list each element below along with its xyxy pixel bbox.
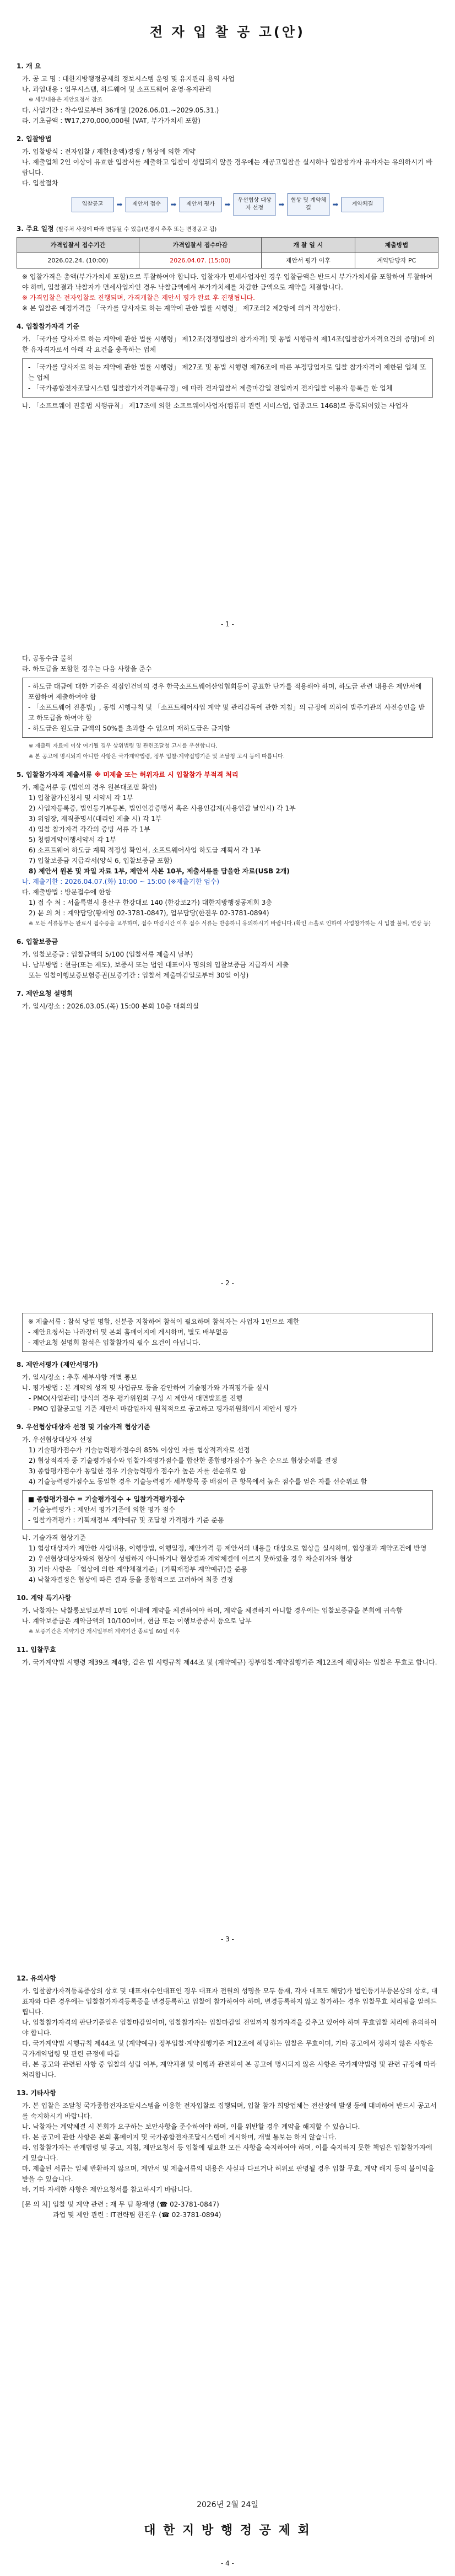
arrow-right-icon: ➡ xyxy=(224,200,231,209)
schedule-table xyxy=(17,237,438,269)
negotiation-item: 1) 협상대상자가 제안한 사업내용, 이행방법, 이행일정, 제안가격 등 제안서의 내용을 대상으로 협상을 실시하며, 협상결과 계약조건에 반영 xyxy=(29,1544,427,1552)
documents-item: 4) 입찰 참가자격 각각의 증빙 서류 각 1부 xyxy=(29,825,150,833)
documents-item: 2) 사업자등록증, 법인등기부등본, 법인인감증명서 혹은 사용인감계(사용인감 날인시) 각 1부 xyxy=(29,804,296,812)
page-number: - 2 - xyxy=(221,1279,234,1287)
schedule-heading-note: (발주처 사정에 따라 변동될 수 있음(변경시 추후 또는 변경공고 됨) xyxy=(56,227,217,233)
invalid-line-1: 가. 국가계약법 시행령 제39조 제4항, 같은 법 시행규칙 제44조 및 (계약예규) 정부입찰·계약집행기준 제12조에 해당하는 입찰은 무효로 합니다. xyxy=(22,1659,437,1666)
subcontract-line: 라. 하도급을 포함한 경우는 다음 사항을 준수 xyxy=(22,665,152,673)
schedule-note-vat: ※ 입찰가격은 총액(부가가치세 포함)으로 투찰하여야 합니다. 입찰자가 면세사업자인 경우 입찰금액은 반드시 부가가치세를 포함하여 투찰하여야 하며, 입찰결과 낙찰자가 면세사업자인 경우 낙찰금액에서 부가가치세를 차감한 금액으로 계약을 체결합니다. xyxy=(22,273,433,291)
subcontract-box-item: - 「소프트웨어 진흥법」, 동법 시행규칙 및 「소프트웨어사업 계약 및 관리감독에 관한 지침」의 규정에 의하여 발주기관의 사전승인을 받고 하도급을 하여야 함 xyxy=(28,704,425,722)
other-item: 나. 낙찰자는 계약체결 시 본회가 요구하는 보안사항을 준수하여야 하며, 이를 위반할 경우 계약을 해지할 수 있습니다. xyxy=(22,2123,360,2130)
section-briefing-heading: 7. 제안요청 설명회 xyxy=(17,990,73,997)
arrow-right-icon: ➡ xyxy=(332,200,339,209)
cautions-item: 다. 국가계약법 시행규칙 제44조 및 (계약예규) 정부입찰·계약집행기준 제12조에 해당하는 입찰은 무효이며, 기타 공고에서 정하지 않은 사항은 국가계약법령 및 관련 규정에 따름 xyxy=(22,2040,434,2058)
schedule-note-law: ※ 본 입찰은 예정가격을 「국가를 당사자로 하는 계약에 관한 법률 시행령」 제7조의2 제2항에 의거 작성한다. xyxy=(22,304,340,312)
negotiation-line-2: 나. 기술가격 협상기준 xyxy=(22,1534,86,1542)
documents-line-1: 가. 제출서류 등 (법인의 경우 원본대조필 확인) xyxy=(22,783,157,791)
overview-scope-note: ※ 세부내용은 제안요청서 참조 xyxy=(29,97,102,103)
arrow-right-icon: ➡ xyxy=(278,200,285,209)
other-item: 마. 제출된 서류는 일체 반환하지 않으며, 제안서 및 제출서류의 내용은 사실과 다르거나 허위로 판명될 경우 입찰 무효, 계약 해지 등의 불이익을 받을 수 있습니다. xyxy=(22,2165,435,2183)
contact-line: 과업 및 제안 관련 : IT전략팀 한진우 (☎ 02-3781-0894) xyxy=(53,2211,221,2219)
page-3 xyxy=(0,1310,455,1668)
section-negotiation-heading: 9. 우선협상대상자 선정 및 기술가격 협상기준 xyxy=(17,1423,150,1431)
evaluation-line-2: 나. 평가방법 : 본 계약의 성격 및 사업규모 등을 감안하여 기술평가와 가격평가를 실시 xyxy=(22,1384,269,1392)
deposit-line-1: 가. 입찰보증금 : 입찰금액의 5/100 (입찰서류 제출시 납부) xyxy=(22,951,193,958)
page-4 xyxy=(0,1966,455,2220)
negotiation-item: 2) 우선협상대상자와의 협상이 성립하지 아니하거나 협상결과 계약체결에 이르지 못하였을 경우 차순위자와 협상 xyxy=(29,1555,353,1563)
eligibility-box-item: - 「국가종합전자조달시스템 입찰참가자격등록규정」에 따라 전자입찰서 제출마감일 전일까지 전자입찰 이용자 등록을 한 업체 xyxy=(28,384,393,392)
deposit-line-2b: 또는 입찰이행보증보험증권(보증기간 : 입찰서 제출마감일로부터 30일 이상) xyxy=(29,972,249,979)
table-header: 개 찰 일 시 xyxy=(261,238,355,253)
method-type-line: 가. 입찰방식 : 전자입찰 / 제한(총액)경쟁 / 협상에 의한 계약 xyxy=(22,148,196,155)
procedure-step: 제안서 평가 xyxy=(180,197,221,212)
section-eligibility-heading: 4. 입찰참가자격 기준 xyxy=(17,323,80,330)
page-2 xyxy=(0,653,455,1012)
table-row xyxy=(17,253,438,269)
table-header: 가격입찰서 접수마감 xyxy=(139,238,261,253)
overview-title-line: 가. 공 고 명 : 대한지방행정공제회 정보시스템 운영 및 유지관리 용역 사업 xyxy=(22,75,235,83)
table-cell: 2026.02.24. (10:00) xyxy=(17,253,139,269)
evaluation-line-1: 가. 일시/장소 : 추후 세부사항 개별 통보 xyxy=(22,1373,137,1381)
documents-item: 8) 제안서 원본 및 파일 자료 1부, 제안서 사본 10부, 제출서류를 담을한 자료(USB 2개) xyxy=(29,867,290,875)
cautions-item: 라. 본 공고와 관련된 사항 중 입찰의 성립 여부, 계약체결 및 이행과 관련하여 본 공고에 명시되지 않은 사항은 국가계약법령 및 관련 규정에 따라 처리합니다. xyxy=(22,2060,437,2079)
section-schedule-heading xyxy=(17,224,438,235)
other-item: 라. 입찰참가자는 관계법령 및 공고, 지침, 제안요청서 등 입찰에 필요한 모든 사항을 숙지하여야 하며, 이를 숙지하지 못한 책임은 입찰참가자에게 있습니다. xyxy=(22,2144,432,2162)
documents-item: 5) 청렴계약이행서약서 각 1부 xyxy=(29,836,116,844)
procedure-flow xyxy=(17,193,438,216)
cautions-item: 나. 입찰참가자격의 판단기준일은 입찰마감일이며, 입찰참가자는 입찰마감일 전일까지 참가자격을 갖추고 있어야 하며 무효입찰 처리에 유의하여야 합니다. xyxy=(22,2019,437,2037)
documents-method-note: ※ 모든 서류봉투는 완료시 접수증을 교부하며, 접수 마감시간 이후 접수 서류는 반송하니 유의하시기 바랍니다.(확인 소홀로 인하여 사업참가하는 시 입찰 불허, 연장 등) xyxy=(29,921,431,927)
section-contract-heading: 10. 계약 특기사항 xyxy=(17,1594,72,1602)
table-cell: 제안서 평가 이후 xyxy=(261,253,355,269)
eligibility-box xyxy=(22,358,433,398)
table-header: 가격입찰서 접수기간 xyxy=(17,238,139,253)
section-cautions-heading: 12. 유의사항 xyxy=(17,1974,56,1982)
schedule-heading-text: 3. 주요 일정 xyxy=(17,225,54,233)
documents-method: 다. 제출방법 : 방문접수에 한함 xyxy=(22,888,112,896)
score-formula-line: ■ 종합평가점수 = 기술평가점수 + 입찰가격평가점수 xyxy=(28,1495,185,1503)
page-1 xyxy=(0,0,455,411)
documents-item: 6) 소프트웨어 하도급 계획 적정성 확인서, 소프트웨어사업 하도급 계획서 각 1부 xyxy=(29,846,261,854)
section-invalid-heading: 11. 입찰무효 xyxy=(17,1646,56,1654)
document-title: 전 자 입 찰 공 고(안) xyxy=(149,24,305,40)
overview-period-line: 다. 사업기간 : 착수일로부터 36개월 (2026.06.01.~2029.05.31.) xyxy=(22,106,219,114)
negotiation-item: 3) 종합평가점수가 동일한 경우 기술능력평가 점수가 높은 자를 선순위로 함 xyxy=(29,1467,246,1475)
overview-budget-line: 라. 기초금액 : ₩17,270,000,000원 (VAT, 부가가치세 포함) xyxy=(22,117,201,125)
evaluation-item: - PMO 입찰공고일 기준 제안서 마감일까지 원칙적으로 공고하고 평가위원회에서 제안서 평가 xyxy=(29,1405,297,1413)
section-overview-heading: 1. 개 요 xyxy=(17,62,41,70)
section-documents-heading xyxy=(17,770,438,780)
table-cell: 2026.04.07. (15:00) xyxy=(139,253,261,269)
documents-method-item: 2) 문 의 처 : 계약담당(황재영 02-3781-0847), 업무담당(한진우 02-3781-0894) xyxy=(29,909,269,917)
other-item: 다. 본 공고에 관한 사항은 본회 홈페이지 및 국가종합전자조달시스템에 게시하며, 개별 통보는 하지 않습니다. xyxy=(22,2133,337,2141)
overview-scope-line: 나. 과업내용 : 업무시스템, 하드웨어 및 소프트웨어 운영·유지관리 xyxy=(22,85,212,93)
briefing-box-item: - 제안요청 설명회 참석은 입찰참가의 필수 요건이 아닙니다. xyxy=(28,1339,201,1346)
negotiation-item: 1) 기술평가점수가 기술능력평가점수의 85% 이상인 자를 협상적격자로 선정 xyxy=(29,1446,250,1454)
subcontract-box-item: - 하도급은 원도급 금액의 50%를 초과할 수 없으며 재하도급은 금지함 xyxy=(28,724,230,732)
score-formula-line: - 입찰가격평가 : 기획재정부 계약예규 및 조달청 가격평가 기준 준용 xyxy=(28,1516,224,1524)
negotiation-item: 4) 낙찰자결정은 협상에 따른 결과 등을 종합적으로 고려하여 최종 결정 xyxy=(29,1576,234,1584)
other-item: 가. 본 입찰은 조달청 국가종합전자조달시스템을 이용한 전자입찰로 집행되며, 입찰 참가 희망업체는 전산장애 발생 등에 대비하여 반드시 공고서를 숙지하시기 바랍니다. xyxy=(22,2102,437,2120)
method-procedure-line: 다. 입찰절차 xyxy=(22,179,58,187)
eligibility-box-item: - 「국가를 당사자로 하는 계약에 관한 법률 시행령」 제27조 및 동법 시행령 제76조에 따른 부정당업자로 입찰 참가자격이 제한된 업체 또는 업체 xyxy=(28,363,426,382)
issuer-name: 대 한 지 방 행 정 공 제 회 xyxy=(144,2524,311,2537)
documents-method-item: 1) 접 수 처 : 서울특별시 용산구 한강대로 140 (한강로2가) 대한지방행정공제회 3층 xyxy=(29,899,273,906)
evaluation-item: - PMO(사업관리) 방식의 경우 평가위원회 구성 시 제안서 대면발표를 진행 xyxy=(29,1394,243,1402)
documents-heading-text: 5. 입찰참가자격 제출서류 xyxy=(17,771,93,779)
notice-date: 2026년 2월 24일 xyxy=(197,2500,258,2509)
briefing-box-item: - 제안요청서는 나라장터 및 본회 홈페이지에 게시하며, 별도 배부없음 xyxy=(28,1328,229,1336)
other-item: 바. 기타 자세한 사항은 제안요청서를 참고하시기 바랍니다. xyxy=(22,2186,192,2193)
documents-item: 1) 입찰참가신청서 및 서약서 각 1부 xyxy=(29,794,133,802)
subcontract-box-item: - 하도급 대금에 대한 기준은 직접인건비의 경우 한국소프트웨어산업협회등이 공표한 단가를 적용해야 하며, 하도급 관련 내용은 제안서에 포함하여 제출하여야 함 xyxy=(28,683,422,701)
briefing-box xyxy=(22,1313,433,1352)
cautions-item: 가. 입찰참가자격등록증상의 상호 및 대표자(수인대표인 경우 대표자 전원의 성명을 모두 등재, 각자 대표도 해당)가 법인등기부등본상의 상호, 대표자와 다른 경우에는 입찰참가자격등록증을 변경등록하고 입찰에 참가하여야 하며, 변경등록하지 않고 참가하는 경우 입찰무효 처리됨을 알려드립니다. xyxy=(22,1987,438,2016)
eligibility-note: ※ 재출력 자료에 이상 여기될 경우 상위법령 및 관련조달청 고시를 우선합니다. xyxy=(29,743,218,749)
subcontract-box xyxy=(22,678,433,738)
procedure-step: 제안서 접수 xyxy=(126,197,167,212)
contract-line-1: 가. 낙찰자는 낙찰통보일로부터 10일 이내에 계약을 체결하여야 하며, 계약을 체결하지 아니할 경우에는 입찰보증금을 본회에 귀속함 xyxy=(22,1607,403,1614)
procedure-step: 협상 및 계약체결 xyxy=(288,193,329,216)
negotiation-item: 4) 기술능력평가점수도 동일한 경우 기술능력평가 세부항목 중 배점이 큰 항목에서 높은 점수를 얻은 자를 선순위로 함 xyxy=(29,1478,367,1485)
page-number: - 3 - xyxy=(221,1935,234,1943)
briefing-box-item: ※ 제출서류 : 참석 당일 명함, 신분증 지참하여 참석이 필요하며 참석자는 사업자 1인으로 제한 xyxy=(28,1318,300,1325)
section-evaluation-heading: 8. 제안서평가 (제안서평가) xyxy=(17,1361,99,1368)
negotiation-item: 2) 협상적격자 중 기술평가점수와 입찰가격평가점수를 합산한 종합평가점수가 높은 순으로 협상순위를 결정 xyxy=(29,1457,338,1464)
contact-line: [문 의 처] 입찰 및 계약 관련 : 재 무 팀 황재영 (☎ 02-3781-0847) xyxy=(22,2201,219,2208)
eligibility-note: ※ 본 공고에 명시되지 아니한 사항은 국가계약법령, 정부 입찰·계약집행기준 및 조달청 고시 등에 따릅니다. xyxy=(29,754,285,760)
negotiation-item: 3) 기타 사항은 「협상에 의한 계약체결기준」(기획재정부 계약예규)을 준용 xyxy=(29,1565,247,1573)
briefing-line-1: 가. 일시/장소 : 2026.03.05.(목) 15:00 본회 10층 대회의실 xyxy=(22,1002,199,1010)
documents-deadline: 나. 제출기한 : 2026.04.07.(화) 10:00 ~ 15:00 (※제출기한 엄수) xyxy=(22,878,219,886)
contract-note: ※ 보증기간은 계약기간 개시일부터 계약기간 종료일 60일 이후 xyxy=(29,1629,181,1635)
score-formula-line: - 기술능력평가 : 제안서 평가기준에 의한 평가 점수 xyxy=(28,1506,175,1514)
negotiation-line-1: 가. 우선협상대상자 선정 xyxy=(22,1436,93,1443)
page-number: - 4 - xyxy=(221,2559,234,2567)
documents-heading-warning: ※ 미제출 또는 허위자료 시 입찰참가 부적격 처리 xyxy=(94,771,239,779)
method-condition-line: 나. 제출업체 2인 이상이 유효한 입찰서를 제출하고 입찰이 성립되지 않을 경우에는 재공고입찰을 실시하나 입찰참가자 유자자는 유의하시기 바랍니다. xyxy=(22,158,432,176)
arrow-right-icon: ➡ xyxy=(116,200,123,209)
procedure-step: 입찰공고 xyxy=(72,197,113,212)
section-other-heading: 13. 기타사항 xyxy=(17,2089,56,2097)
table-cell: 계약담당자 PC xyxy=(355,253,438,269)
documents-item: 7) 입찰보증금 지급각서(양식 6, 입찰보증금 포함) xyxy=(29,857,172,865)
procedure-step: 계약체결 xyxy=(342,197,383,212)
section-deposit-heading: 6. 입찰보증금 xyxy=(17,938,58,946)
eligibility-line-1: 가. 「국가를 당사자로 하는 계약에 관한 법률 시행령」 제12조(경쟁입찰의 참가자격) 및 동법 시행규칙 제14조(입찰참가자격요건의 증명)에 의한 유자격자로서 아래 각 요건을 충족하는 업체 xyxy=(22,335,435,353)
table-header: 제출방법 xyxy=(355,238,438,253)
procedure-step: 우선협상 대상자 선정 xyxy=(234,193,275,216)
contract-line-2: 나. 계약보증금은 계약금액의 10/100이며, 현금 또는 이행보증증서 등으로 납부 xyxy=(22,1617,252,1625)
arrow-right-icon: ➡ xyxy=(170,200,177,209)
page-number: - 1 - xyxy=(221,620,234,628)
deposit-line-2: 나. 납부방법 : 현금(또는 제도), 보증서 또는 법인 대표이사 명의의 입찰보증금 지급각서 제출 xyxy=(22,961,289,969)
eligibility-line-2: 나. 「소프트웨어 진흥법 시행규칙」 제17조에 의한 소프트웨어사업자(컴퓨터 관련 서비스업, 업종코드 1468)로 등록되어있는 사업자 xyxy=(22,402,408,410)
joint-bid-line: 다. 공동수급 불허 xyxy=(22,654,73,662)
documents-item: 3) 위임장, 재직증명서(대리인 제출 시) 각 1부 xyxy=(29,815,162,823)
schedule-note-electronic: ※ 가격입찰은 전자입찰로 진행되며, 가격개찰은 제안서 평가 완료 후 진행됩니다. xyxy=(22,294,255,302)
score-formula-box xyxy=(22,1490,433,1530)
section-method-heading: 2. 입찰방법 xyxy=(17,135,52,143)
